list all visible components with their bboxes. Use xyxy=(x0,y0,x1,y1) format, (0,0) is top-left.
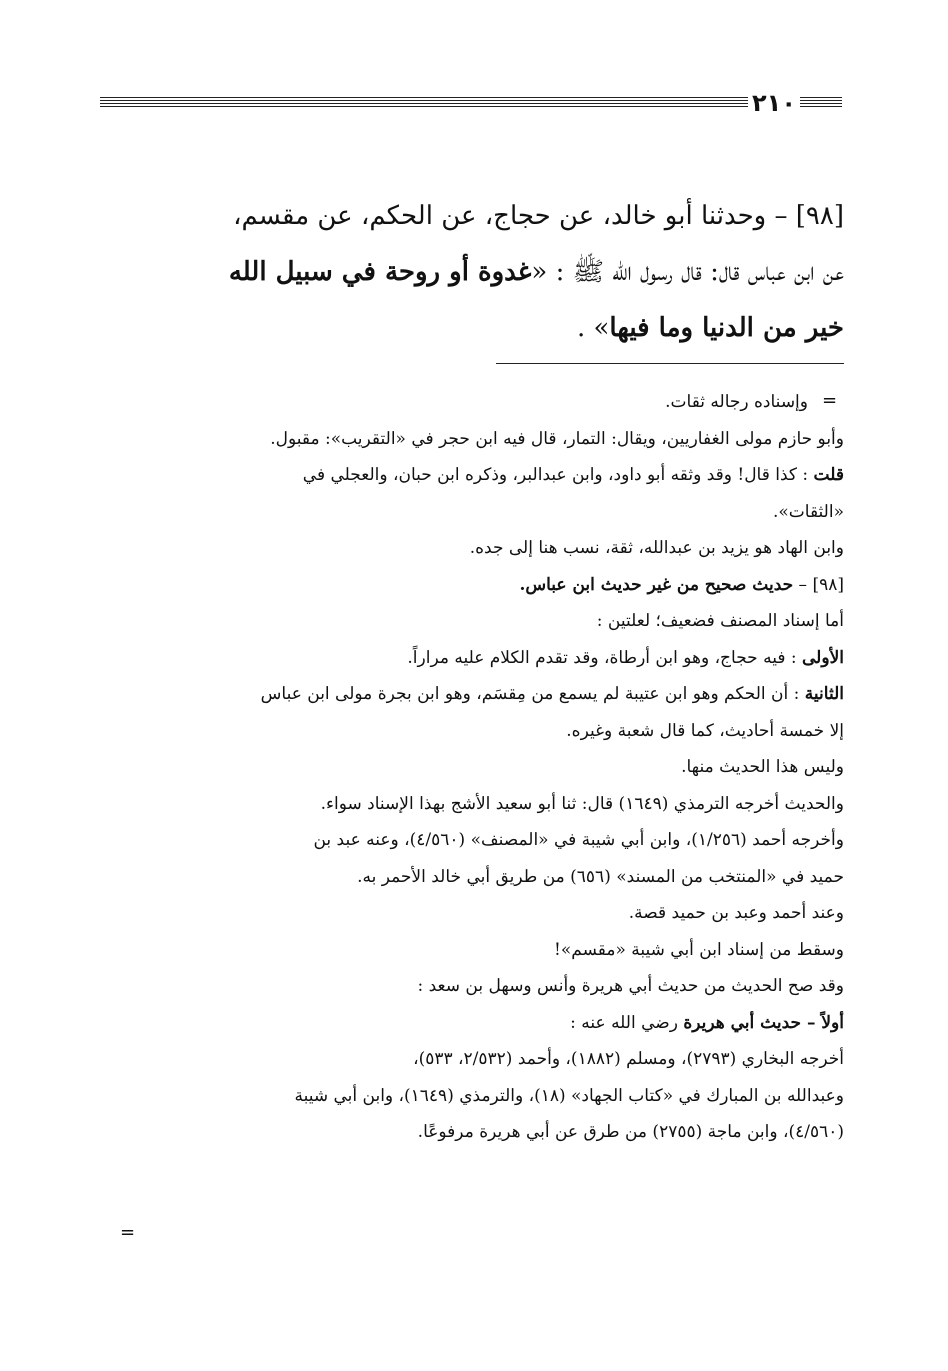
page-number: ٢١٠ xyxy=(752,89,796,117)
footnote-bold: حديث صحيح من غير حديث ابن عباس. xyxy=(519,574,794,595)
footnote-line: وليس هذا الحديث منها. xyxy=(681,757,844,777)
footnote-text: رضي الله عنه : xyxy=(570,1012,684,1033)
page-header xyxy=(100,88,842,118)
hadith-line-3-end: » . xyxy=(576,313,610,343)
hadith-line-2 xyxy=(108,244,844,300)
footnotes xyxy=(104,384,844,1151)
continuation-mark-bottom: = xyxy=(120,1222,136,1243)
footnote-line: وإسناده رجاله ثقات. xyxy=(665,392,808,412)
footnote-line xyxy=(104,640,844,677)
footnote-bold: الأولى xyxy=(802,647,844,668)
footnote-text: : كذا قال! وقد وثقه أبو داود، وابن عبدالبر، وذكره ابن حبان، والعجلي في xyxy=(302,465,809,485)
footnote-line: «الثقات». xyxy=(772,501,844,522)
hadith-line-3 xyxy=(108,300,844,356)
footnote-line: حميد في «المنتخب من المسند» (٦٥٦) من طريق أبي خالد الأحمر به. xyxy=(357,866,844,887)
footnote-line: وأخرجه أحمد (١/٢٥٦)، وابن أبي شيبة في «المصنف» (٤/٥٦٠)، وعنه عبد بن xyxy=(313,830,844,850)
hadith-text xyxy=(108,188,844,356)
footnote-line xyxy=(104,567,844,604)
hadith-line-1: [٩٨] – وحدثنا أبو خالد، عن حجاج، عن الحكم، عن مقسم، xyxy=(233,201,844,231)
footnote-line xyxy=(104,1005,844,1042)
footnote-text: [٩٨] – xyxy=(793,574,844,595)
footnote-line: وعند أحمد وعبد بن حميد قصة. xyxy=(628,903,844,923)
footnote-line: وعبدالله بن المبارك في «كتاب الجهاد» (١٨)، والترمذي (١٦٤٩)، وابن أبي شيبة xyxy=(294,1085,844,1106)
footnote-line: وابن الهاد هو يزيد بن عبدالله، ثقة، نسب هنا إلى جده. xyxy=(469,538,844,558)
footnote-line: أما إسناد المصنف فضعيف؛ لعلتين : xyxy=(596,611,844,631)
hadith-line-2-plain: عن ابن عباس قال: قال رسول الله ﷺ : « xyxy=(531,257,844,287)
footnote-text: : أن الحكم وهو ابن عتيبة لم يسمع من مِقسَم، وهو ابن بجرة مولى ابن عباس xyxy=(260,684,800,704)
hadith-line-3-bold: خير من الدنيا وما فيها xyxy=(609,313,844,343)
footnote-line xyxy=(104,457,844,494)
footnote-line: وقد صح الحديث من حديث أبي هريرة وأنس وسهل بن سعد : xyxy=(417,976,844,996)
footnote-line: وسقط من إسناد ابن أبي شيبة «مقسم»! xyxy=(554,939,844,960)
footnote-bold: الثانية xyxy=(804,684,844,704)
header-rule-left xyxy=(100,97,748,109)
footnote-line: إلا خمسة أحاديث، كما قال شعبة وغيره. xyxy=(566,720,844,741)
footnote-bold: أولاً – حديث أبي هريرة xyxy=(683,1012,844,1033)
footnote-line xyxy=(104,676,844,713)
footnote-text: : فيه حجاج، وهو ابن أرطاة، وقد تقدم الكلام عليه مراراً. xyxy=(407,647,797,668)
hadith-line-2-bold: غدوة أو روحة في سبيل الله xyxy=(228,257,532,287)
footnote-bold: قلت xyxy=(813,465,844,485)
footnote-line: أخرجه البخاري (٢٧٩٣)، ومسلم (١٨٨٢)، وأحمد (٢/٥٣٢، ٥٣٣)، xyxy=(413,1049,844,1069)
continuation-mark-top: = xyxy=(822,390,838,411)
header-rule-right xyxy=(800,97,842,109)
footnote-line: والحديث أخرجه الترمذي (١٦٤٩) قال: ثنا أبو سعيد الأشج بهذا الإسناد سواء. xyxy=(320,793,844,814)
footnote-divider xyxy=(496,363,844,364)
footnote-line: (٤/٥٦٠)، وابن ماجة (٢٧٥٥) من طرق عن أبي هريرة مرفوعًا. xyxy=(417,1122,844,1142)
footnote-line: وأبو حازم مولى الغفاريين، ويقال: التمار، قال فيه ابن حجر في «التقريب»: مقبول. xyxy=(270,428,844,449)
